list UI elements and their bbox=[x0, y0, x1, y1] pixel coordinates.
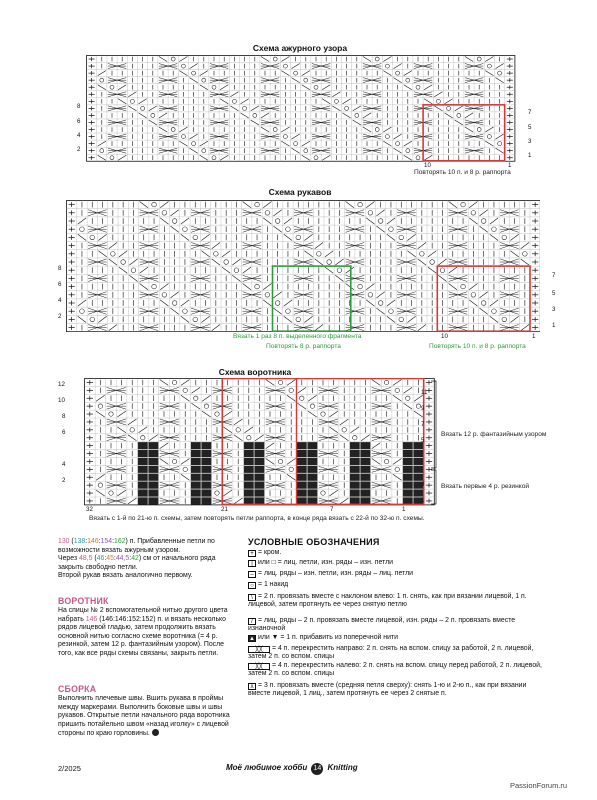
chart1-grid bbox=[86, 55, 516, 162]
chart1-row-8: 8 bbox=[77, 103, 81, 110]
chart1-col-10: 10 bbox=[424, 162, 431, 169]
legend-text: или □ = лиц. петли, изн. ряды – изн. петли bbox=[258, 559, 393, 566]
chart3-row-1: 1 bbox=[421, 497, 425, 504]
assembly-heading: СБОРКА bbox=[58, 684, 97, 694]
chart3-title: Схема воротника bbox=[218, 367, 292, 377]
chart3-row-6: 6 bbox=[62, 429, 66, 436]
legend-text: или ▼ = 1 п. прибавить из поперечной нити bbox=[258, 634, 398, 641]
chart2-row-7: 7 bbox=[552, 272, 556, 279]
page-number: 14 bbox=[311, 763, 323, 775]
legend-item bbox=[248, 559, 548, 567]
legend-item bbox=[248, 634, 548, 642]
chart2-row-1: 1 bbox=[552, 322, 556, 329]
chart1-caption: Повторять 10 п. и 8 р. раппорта bbox=[414, 169, 511, 176]
chart2-row-3: 3 bbox=[552, 306, 556, 313]
legend-symbol-icon: / bbox=[248, 618, 256, 625]
end-mark-icon bbox=[152, 729, 159, 736]
chart3-row-4: 4 bbox=[62, 461, 66, 468]
chart3-caption: Вязать с 1-й по 21-ю п. схемы, затем повторять петли раппорта, в конце ряда вязать с 22-й по 32-ю п. схемы. bbox=[89, 515, 425, 522]
legend-item bbox=[248, 570, 548, 578]
chart1-row-3: 3 bbox=[528, 138, 532, 145]
chart1-title: Схема ажурного узора bbox=[252, 43, 348, 53]
legend-symbol-icon: λ bbox=[248, 683, 256, 690]
chart1-row-1: 1 bbox=[528, 152, 532, 159]
chart3-bracket-bottom: Вязать первые 4 р. резинкой bbox=[441, 483, 530, 490]
chart3-row-2: 2 bbox=[62, 477, 66, 484]
chart1-row-6: 6 bbox=[77, 118, 81, 125]
legend-item bbox=[248, 593, 548, 610]
legend-symbol-icon: + bbox=[248, 550, 256, 557]
chart3-col-32: 32 bbox=[86, 506, 93, 513]
legend-symbol-icon: | bbox=[248, 560, 256, 567]
chart2-caption-repeat10: Повторять 10 п. и 8 р. раппорта bbox=[429, 343, 526, 350]
chart3-bracket-top: Вязать 12 р. фантазийным узором bbox=[441, 431, 547, 438]
legend-text: = 1 накид bbox=[258, 581, 289, 588]
legend-item bbox=[248, 645, 548, 662]
chart3-row-5: 5 bbox=[421, 437, 425, 444]
chart3-row-12: 12 bbox=[58, 381, 65, 388]
chart2-caption-fragment: Вязать 1 раз 8 п. выделенного фрагмента bbox=[233, 333, 362, 340]
legend-symbol-icon: ╳╳ bbox=[248, 646, 270, 653]
chart3-row-10: 10 bbox=[58, 397, 65, 404]
chart1-row-2: 2 bbox=[77, 146, 81, 153]
legend-text: = 3 п. провязать вместе (средняя петля сверху): снять 1-ю и 2-ю п., как при вязании вместе лицевой, 1 лиц., затем протянуть ее через 2 снятые п. bbox=[248, 682, 527, 698]
legend-symbol-icon: ▲ bbox=[249, 636, 255, 642]
chart3-col-7: 7 bbox=[330, 506, 334, 513]
collar-heading: ВОРОТНИК bbox=[58, 596, 109, 606]
chart1-row-5: 5 bbox=[528, 124, 532, 131]
chart3-row-3: 3 bbox=[421, 481, 425, 488]
chart3-row-9: 9 bbox=[421, 405, 425, 412]
legend-item bbox=[248, 617, 548, 634]
chart1-row-4: 4 bbox=[77, 132, 81, 139]
legend-item bbox=[248, 682, 548, 699]
legend-text: = лиц. ряды – изн. петли, изн. ряды – лиц. петли bbox=[258, 570, 414, 577]
watermark: PassionForum.ru bbox=[510, 781, 568, 790]
chart2-caption-repeat8: Повторять 8 р. раппорта bbox=[266, 343, 341, 350]
chart3-grid bbox=[84, 378, 436, 506]
chart2-col-1: 1 bbox=[532, 333, 536, 340]
chart3-row-7: 7 bbox=[421, 421, 425, 428]
collar-text: На спицы № 2 вспомогательной нитью другого цвета набрать 146 (146:146:152:152) п. и вязать несколько рядов лицевой гладью, затем продолжить вязать основной нитью согласно схеме воротника (= 4 р. резинкой, затем 12 р. фантазийным узором). После того, как все ряды схемы связаны, закрыть петли. bbox=[58, 607, 228, 657]
sleeve-text: 130 (138:146:154:162) п. Прибавленные петли по возможности вязать ажурным узором. Через 48,5 (46:45:44,5:42) см от начального ряда закрыть свободно петли. Второй рукав вязать аналогично первому. bbox=[58, 538, 216, 580]
legend-text: = 4 п. перекрестить налево: 2 п. снять на вспом. спицу перед работой, 2 п. лицевой, затем 2 п. со вспом. спицы bbox=[248, 662, 542, 678]
chart2-row-6: 6 bbox=[58, 281, 62, 288]
legend-text: = 4 п. перекрестить направо: 2 п. снять на вспом. спицу за работой, 2 п. лицевой, затем 2 п. со вспом. спицы bbox=[248, 645, 534, 661]
chart3-row-8: 8 bbox=[62, 413, 66, 420]
assembly-text: Выполнить плечевые швы. Вшить рукава в проймы между маркерами. Выполнить боковые швы и швы рукавов. Открытые петли начального ряда воротника пришить потайельно швом «назад иголку» с лицевой стороны по краю горловины. bbox=[58, 695, 230, 738]
legend-text: = 2 п. провязать вместе с наклоном влево: 1 п. снять, как при вязании лицевой, 1 п. лицевой, затем протянуть ее через снятую петлю bbox=[248, 593, 527, 609]
chart1-row-7: 7 bbox=[528, 109, 532, 116]
chart3-row-11: 11 bbox=[421, 389, 428, 396]
legend-title: УСЛОВНЫЕ ОБОЗНАЧЕНИЯ bbox=[248, 537, 380, 547]
legend-symbol-icon: ○ bbox=[248, 582, 256, 589]
legend-symbol-icon: – bbox=[248, 571, 256, 578]
chart2-row-2: 2 bbox=[58, 313, 62, 320]
chart3-col-1: 1 bbox=[402, 506, 406, 513]
legend-item bbox=[248, 581, 548, 589]
issue-number: 2/2025 bbox=[58, 764, 81, 773]
chart2-row-5: 5 bbox=[552, 290, 556, 297]
legend-item bbox=[248, 662, 548, 679]
chart2-col-10: 10 bbox=[441, 333, 448, 340]
chart2-row-4: 4 bbox=[58, 297, 62, 304]
chart2-grid bbox=[66, 200, 540, 332]
footer-brand: Моё любимое хобби 14 Knitting bbox=[226, 763, 358, 775]
legend-symbol-icon: \ bbox=[248, 594, 256, 601]
chart3-col-21: 21 bbox=[221, 506, 228, 513]
legend-text: = кром. bbox=[258, 549, 282, 556]
chart2-title: Схема рукавов bbox=[268, 187, 332, 197]
chart1-col-1: 1 bbox=[508, 162, 512, 169]
chart2-row-8: 8 bbox=[58, 265, 62, 272]
legend-item bbox=[248, 549, 548, 557]
legend-text: = лиц. ряды – 2 п. провязать вместе лицевой, изн. ряды – 2 п. провязать вместе изнаночной bbox=[248, 617, 516, 633]
legend-symbol-icon: ╳╳ bbox=[248, 663, 270, 670]
